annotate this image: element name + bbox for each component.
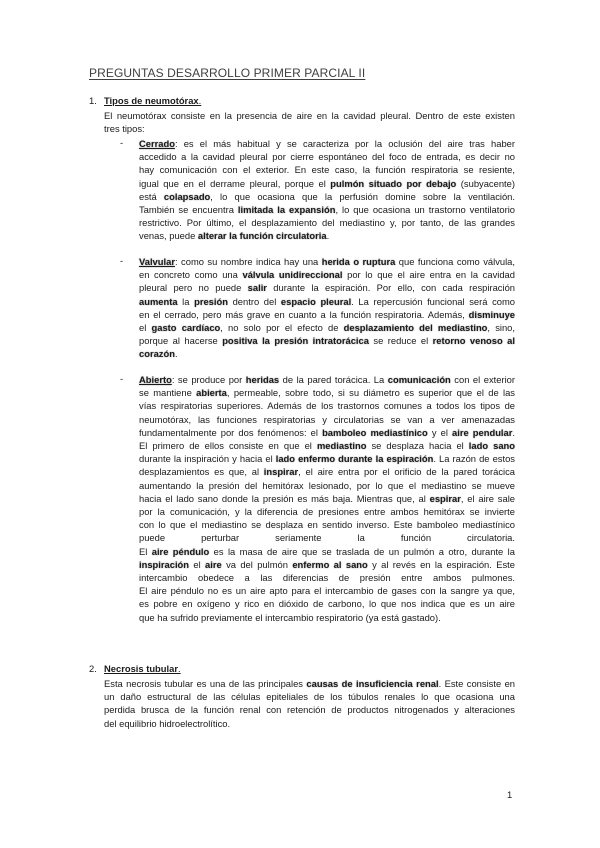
text-run: y el xyxy=(427,426,453,438)
intro-line: tres tipos: xyxy=(104,123,145,135)
text-run: que ha sufrido previamente el intercambio respiratorio (ya está gastado). xyxy=(139,611,441,623)
highlighted-term: aumenta xyxy=(139,295,178,307)
text-run: neumotórax, las funciones respiratorias y circulatorias se van a ver amenazadas xyxy=(139,413,515,425)
text-run: el xyxy=(139,322,152,334)
text-line xyxy=(104,717,515,730)
text-run: hacia el lado sano donde la presión es más baja. Mientras que, al xyxy=(139,492,430,504)
highlighted-term: inspiración xyxy=(139,558,190,570)
text-run: y al revés en la espiración. Este xyxy=(367,558,515,570)
text-run: pleural pero no puede xyxy=(139,282,248,294)
text-run: un daño estructural de las células epiteliales de los túbulos renales lo que ocasiona una xyxy=(104,691,515,703)
text-run: , lo que ocasiona un trastorno ventilatorio xyxy=(335,204,515,216)
highlighted-term: aire xyxy=(205,558,222,570)
text-run: El aire péndulo no es un aire apto para el intercambio de gases con la sangre ya que, xyxy=(139,585,515,597)
text-line xyxy=(139,308,515,321)
text-run: : es el más habitual y se caracteriza por la oclusión del aire tras haber xyxy=(174,138,515,149)
highlighted-term: lado enfermo durante la espiración xyxy=(275,453,434,465)
text-run: la xyxy=(177,295,195,307)
text-run: se desplaza hacia el xyxy=(366,440,469,452)
bullet-cerrado xyxy=(139,137,515,243)
bullet-dash: - xyxy=(120,373,124,384)
section-2-heading-text: Necrosis tubular xyxy=(104,663,178,674)
text-run: : se produce por xyxy=(171,374,246,385)
text-run: dentro del xyxy=(227,295,281,307)
text-run: , lo que ocasiona que la perfusión domine sobre la ventilación. xyxy=(210,190,515,202)
text-run: (subyacente) xyxy=(456,177,515,189)
text-line xyxy=(139,545,515,558)
highlighted-term: corazón xyxy=(139,348,175,360)
highlighted-term: espirar xyxy=(429,492,461,504)
text-run: , permeable, sobre todo, si su diámetro es superior que el de las xyxy=(226,387,515,399)
bullet-valvular xyxy=(139,255,515,361)
text-run: restrictivo. Por último, el desplazamiento del mediastino y, por tanto, de las grandes xyxy=(139,217,515,229)
text-run: va del pulmón xyxy=(221,558,293,570)
text-line xyxy=(139,518,515,531)
highlighted-term: bamboleo mediastínico xyxy=(322,426,428,438)
text-run: porque al hacerse xyxy=(139,335,223,347)
highlighted-term: inspirar xyxy=(263,466,299,478)
text-run: . xyxy=(174,348,178,360)
text-line xyxy=(139,150,515,163)
text-line xyxy=(139,413,515,426)
text-line xyxy=(139,177,515,190)
text-run: intercambio obedece a las diferencias de presión entre ambos pulmones. xyxy=(139,572,515,584)
text-line xyxy=(139,295,515,308)
text-run: durante la espiración. Por ello, con cada respiración xyxy=(266,282,515,294)
highlighted-term: válvula unidireccional xyxy=(242,269,343,281)
highlighted-term: causas de insuficiencia renal xyxy=(306,678,439,689)
bullet-dash: - xyxy=(120,255,124,266)
text-line xyxy=(139,492,515,505)
text-run: desplazamientos es que, al xyxy=(139,466,264,478)
highlighted-term: disminuye xyxy=(468,308,515,320)
text-run: También se encuentra xyxy=(139,204,238,216)
bullet-term: Abierto xyxy=(139,374,172,385)
highlighted-term: desplazamiento del mediastino xyxy=(343,322,488,334)
text-run: . xyxy=(326,230,330,242)
text-run: de la pared torácica. La xyxy=(279,374,388,385)
text-run: se reduce el xyxy=(368,335,433,347)
bullet-abierto xyxy=(139,373,515,624)
text-run: por la comunicación, y la diferencia de presiones entre ambos hemitórax se invierte xyxy=(139,506,515,518)
page-number: 1 xyxy=(507,789,513,800)
text-run: accedido a la cavidad pleural por cierre espontáneo del foco de entrada, es decir no xyxy=(139,151,515,163)
text-run: por lo que el aire entra en la cavidad xyxy=(342,269,515,281)
text-run: aumentando la presión del hemitórax lesionado, por lo que el mediastino se mueve xyxy=(139,479,515,491)
text-line xyxy=(139,334,515,347)
text-run: con lo que el mediastino se desplaza en sentido inverso. Este bamboleo mediastínico xyxy=(139,519,515,531)
text-run: es pobre en oxígeno y rico en dióxido de carbono, lo que nos indica que es un aire xyxy=(139,598,515,610)
bullet-term: Valvular xyxy=(139,256,175,267)
text-line xyxy=(139,479,515,492)
highlighted-term: mediastino xyxy=(316,440,367,452)
highlighted-term: limitada la expansión xyxy=(237,204,336,216)
text-line xyxy=(139,190,515,203)
text-line xyxy=(139,584,515,597)
text-run: Esta necrosis tubular es una de las principales xyxy=(104,678,307,689)
section-1-heading: Tipos de neumotórax. xyxy=(104,95,202,106)
text-run: que funciona como válvula, xyxy=(395,256,515,267)
section-2-heading: Necrosis tubular. xyxy=(104,663,181,674)
text-line xyxy=(139,465,515,478)
text-line xyxy=(139,386,515,399)
highlighted-term: positiva la presión intratorácica xyxy=(222,335,369,347)
section-1-heading-text: Tipos de neumotórax xyxy=(104,95,199,106)
intro-line: El neumotórax consiste en la presencia de aire en la cavidad pleural. Dentro de este existen xyxy=(104,110,515,121)
highlighted-term: aire péndulo xyxy=(151,545,210,557)
text-run: se mantiene xyxy=(139,387,197,399)
section-1-number: 1. xyxy=(89,95,97,106)
text-line xyxy=(139,347,515,360)
highlighted-term: heridas xyxy=(245,374,280,385)
highlighted-term: aire pendular xyxy=(452,426,513,438)
text-line xyxy=(139,531,515,544)
text-run: puede perturbar seriamente la función circulatoria. xyxy=(139,532,515,544)
text-line xyxy=(139,597,515,610)
text-run: . La razón de estos xyxy=(433,453,515,465)
text-line xyxy=(139,571,515,584)
text-line xyxy=(104,690,515,703)
text-run: con el exterior xyxy=(450,374,515,385)
text-line xyxy=(139,321,515,334)
text-line xyxy=(139,203,515,216)
text-run: del equilibrio hidroelectrolítico. xyxy=(104,717,231,729)
text-run: en el cerrado, pero más grave en cuanto a la función respiratoria. Además, xyxy=(139,308,469,320)
text-line xyxy=(139,399,515,412)
section-2-body xyxy=(104,677,515,730)
text-run: es la masa de aire que se traslada de un pulmón a otro, durante la xyxy=(209,545,515,557)
text-line xyxy=(139,163,515,176)
text-run: . Este consiste en xyxy=(438,678,515,689)
text-line xyxy=(139,452,515,465)
highlighted-term: espacio pleural xyxy=(280,295,352,307)
text-line xyxy=(139,137,515,150)
text-run: El xyxy=(139,545,152,557)
text-run: . La repercusión funcional será como xyxy=(351,295,515,307)
text-run: hay comunicación con el exterior. En este caso, la función respiratoria se resiente, xyxy=(139,164,515,176)
text-run: , el aire entra por el orificio de la pared torácica xyxy=(298,466,515,478)
text-run: perdida brusca de la función renal con retención de productos nitrogenados y alteraciones xyxy=(104,704,515,716)
text-run: el xyxy=(189,558,206,570)
bullet-dash: - xyxy=(120,137,124,148)
text-line xyxy=(139,426,515,439)
text-line xyxy=(139,373,515,386)
text-run: . xyxy=(512,426,516,438)
document-title: PREGUNTAS DESARROLLO PRIMER PARCIAL II xyxy=(89,66,366,80)
text-run: , el aire sale xyxy=(460,492,515,504)
text-run: igual que en el derrame pleural, porque el xyxy=(139,177,331,189)
text-run: durante la inspiración y hacia el xyxy=(139,453,276,465)
text-line xyxy=(139,505,515,518)
text-run: está xyxy=(139,190,164,202)
highlighted-term: herida o ruptura xyxy=(321,256,396,267)
highlighted-term: salir xyxy=(247,282,267,294)
text-run: , no solo por el efecto de xyxy=(220,322,344,334)
section-2-number: 2. xyxy=(89,663,97,674)
text-run: venas, puede xyxy=(139,230,198,242)
highlighted-term: comunicación xyxy=(387,374,451,385)
highlighted-term: colapsado xyxy=(163,190,211,202)
text-line xyxy=(139,216,515,229)
text-run: El primero de ellos consiste en que el xyxy=(139,440,317,452)
text-line xyxy=(139,558,515,571)
bullet-term: Cerrado xyxy=(139,138,175,149)
highlighted-term: gasto cardíaco xyxy=(151,322,221,334)
highlighted-term: pulmón situado por debajo xyxy=(330,177,457,189)
highlighted-term: presión xyxy=(194,295,228,307)
text-run: vías respiratorias superiores. Además de los trastornos comunes a todos los tipos de xyxy=(139,400,515,412)
highlighted-term: alterar la función circulatoria xyxy=(197,230,327,242)
text-line xyxy=(139,611,515,624)
highlighted-term: retorno venoso al xyxy=(432,335,515,347)
text-line xyxy=(139,268,515,281)
text-line xyxy=(139,439,515,452)
text-line xyxy=(139,281,515,294)
text-line xyxy=(104,703,515,716)
text-line xyxy=(104,677,515,690)
text-run: en concreto como una xyxy=(139,269,243,281)
text-run: , sino, xyxy=(487,322,516,334)
text-line xyxy=(139,255,515,268)
highlighted-term: abierta xyxy=(196,387,227,399)
highlighted-term: enfermo al sano xyxy=(292,558,368,570)
section-1-intro xyxy=(104,109,515,135)
text-run: : como su nombre indica hay una xyxy=(174,256,322,267)
text-line xyxy=(139,229,515,242)
highlighted-term: lado sano xyxy=(468,440,515,452)
text-run: fundamentalmente por dos fenómenos: el xyxy=(139,426,323,438)
